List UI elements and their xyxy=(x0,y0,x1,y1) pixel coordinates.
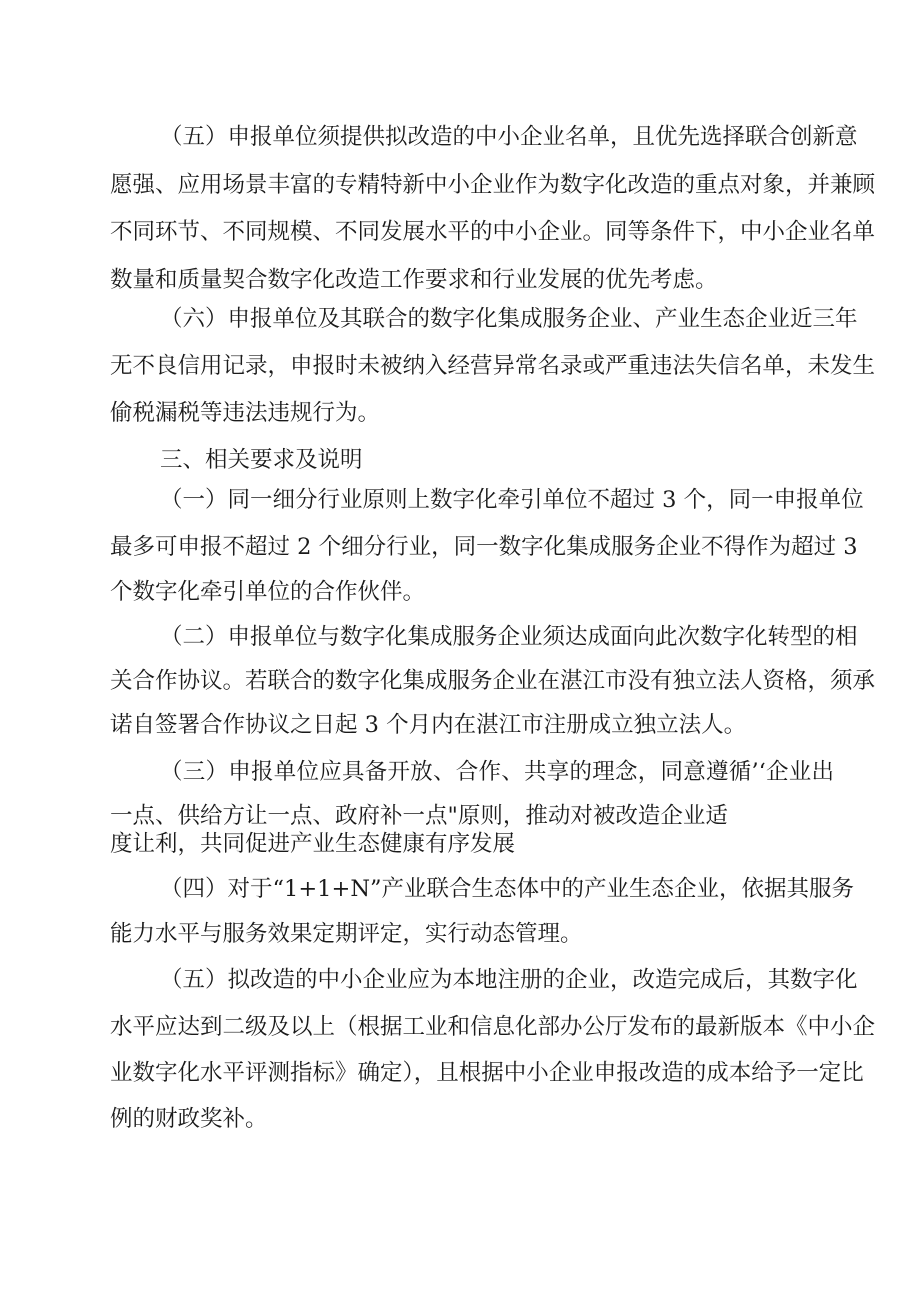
paragraph-5a-line-3: 不同环节、不同规模、不同发展水平的中小企业。同等条件下，中小企业名单 xyxy=(110,219,876,245)
paragraph-6-line-3: 偷税漏税等违法违规行为。 xyxy=(110,400,381,426)
paragraph-4-line-1: （四）对于“1+1+N”产业联合生态体中的产业生态企业，依据其服务 xyxy=(160,876,855,902)
paragraph-3-line-2: 一点、供给方让一点、政府补一点"原则，推动对被改造企业适 xyxy=(110,803,728,829)
section-heading: 三、相关要求及说明 xyxy=(160,447,363,473)
paragraph-2-line-2: 关合作协议。若联合的数字化集成服务企业在湛江市没有独立法人资格，须承 xyxy=(110,668,876,694)
paragraph-2-line-3: 诺自签署合作协议之日起 3 个月内在湛江市注册成立独立法人。 xyxy=(110,712,747,738)
paragraph-1-line-2: 最多可申报不超过 2 个细分行业，同一数字化集成服务企业不得作为超过 3 xyxy=(110,534,858,560)
paragraph-3-line-3: 度让利，共同促进产业生态健康有序发展 xyxy=(110,831,516,857)
paragraph-5b-line-1: （五）拟改造的中小企业应为本地注册的企业，改造完成后，其数字化 xyxy=(160,967,858,993)
paragraph-5a-line-4: 数量和质量契合数字化改造工作要求和行业发展的优先考虑。 xyxy=(110,267,718,293)
paragraph-5a-line-1: （五）申报单位须提供拟改造的中小企业名单，且优先选择联合创新意 xyxy=(160,124,858,150)
paragraph-1-line-1: （一）同一细分行业原则上数字化牵引单位不超过 3 个，同一申报单位 xyxy=(160,487,864,513)
paragraph-5b-line-2: 水平应达到二级及以上（根据工业和信息化部办公厅发布的最新版本《中小企 xyxy=(110,1014,876,1040)
paragraph-1-line-3: 个数字化牵引单位的合作伙伴。 xyxy=(110,579,426,605)
paragraph-3-line-1: （三）申报单位应具备开放、合作、共享的理念，同意遵循’‘企业出 xyxy=(160,759,834,785)
paragraph-4-line-2: 能力水平与服务效果定期评定，实行动态管理。 xyxy=(110,921,583,947)
paragraph-5b-line-4: 例的财政奖补。 xyxy=(110,1106,268,1132)
paragraph-5a-line-2: 愿强、应用场景丰富的专精特新中小企业作为数字化改造的重点对象，并兼顾 xyxy=(110,172,876,198)
paragraph-2-line-1: （二）申报单位与数字化集成服务企业须达成面向此次数字化转型的相 xyxy=(160,624,858,650)
paragraph-5b-line-3: 业数字化水平评测指标》确定），且根据中小企业申报改造的成本给予一定比 xyxy=(110,1060,864,1086)
paragraph-6-line-1: （六）申报单位及其联合的数字化集成服务企业、产业生态企业近三年 xyxy=(160,306,858,332)
paragraph-6-line-2: 无不良信用记录，申报时未被纳入经营异常名录或严重违法失信名单，未发生 xyxy=(110,353,876,379)
